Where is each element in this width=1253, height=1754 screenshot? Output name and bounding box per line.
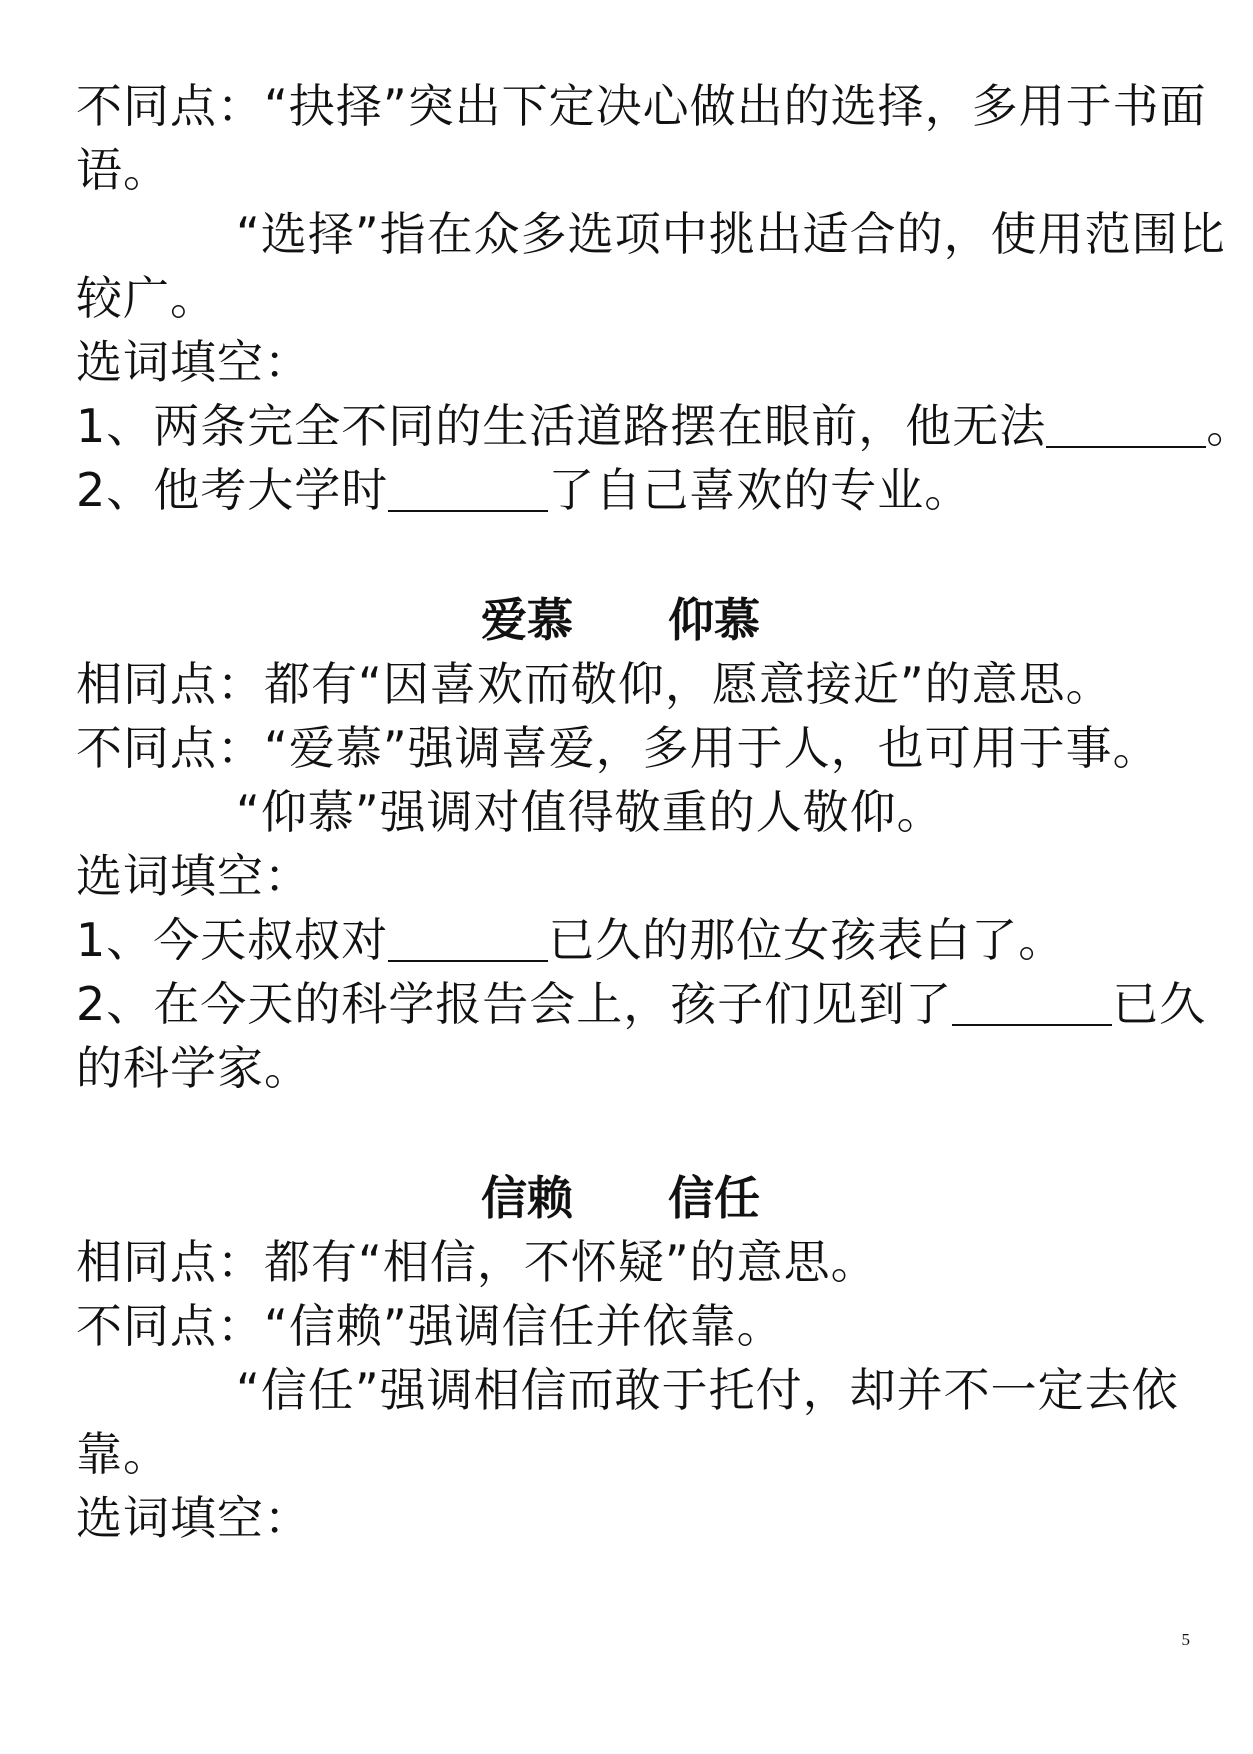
answer-blank[interactable]	[952, 980, 1112, 1026]
s2-same: 相同点：都有“因喜欢而敬仰，愿意接近”的意思。	[76, 657, 1113, 711]
s3-word1: 信赖	[481, 1171, 573, 1225]
s1-question-2	[76, 460, 1166, 520]
s3-heading	[0, 1168, 1241, 1228]
s3-word2: 信任	[668, 1171, 760, 1225]
answer-blank[interactable]	[388, 466, 548, 512]
s3-diff-line2: “信任”强调相信而敢于托付，却并不一定去依	[236, 1363, 1179, 1417]
s2-word1: 爱慕	[481, 593, 573, 647]
s2-diff-line1: 不同点：“爱慕”强调喜爱，多用于人，也可用于事。	[76, 721, 1160, 775]
s3-diff-line1: 不同点：“信赖”强调信任并依靠。	[76, 1299, 784, 1353]
s1-diff-line2-cont: 较广。	[76, 271, 217, 325]
s2-question-1	[76, 910, 1166, 970]
s1-diff-line1: 不同点：“抉择”突出下定决心做出的选择，多用于书面	[76, 79, 1207, 133]
s2-q1-text-before: 1、今天叔叔对	[76, 913, 389, 967]
s2-question-2	[76, 974, 1207, 1034]
s2-q2-text-after: 已久	[1112, 977, 1207, 1031]
s1-q2-text-before: 2、他考大学时	[76, 463, 389, 517]
s3-fill-label: 选词填空：	[76, 1491, 311, 1545]
s1-q2-text-after: 了自己喜欢的专业。	[548, 463, 972, 517]
s1-q1-text-before: 1、两条完全不同的生活道路摆在眼前，他无法	[76, 399, 1047, 453]
s3-diff-line2-cont: 靠。	[76, 1427, 170, 1481]
s1-question-1	[76, 396, 1253, 456]
s2-heading	[0, 590, 1241, 650]
s1-diff-line1-cont: 语。	[76, 143, 170, 197]
s2-diff-line2: “仰慕”强调对值得敬重的人敬仰。	[236, 785, 944, 839]
answer-blank[interactable]	[388, 916, 548, 962]
page-number: 5	[1181, 1630, 1190, 1649]
s1-diff-line2: “选择”指在众多选项中挑出适合的，使用范围比	[236, 207, 1226, 261]
s1-q1-text-after: 。	[1206, 399, 1253, 453]
s2-q1-text-after: 已久的那位女孩表白了。	[548, 913, 1066, 967]
answer-blank[interactable]	[1046, 402, 1206, 448]
s2-q2-text-before: 2、在今天的科学报告会上，孩子们见到了	[76, 977, 953, 1031]
s1-fill-label: 选词填空：	[76, 335, 311, 389]
s2-fill-label: 选词填空：	[76, 849, 311, 903]
s3-same: 相同点：都有“相信，不怀疑”的意思。	[76, 1235, 878, 1289]
s2-question-2-cont: 的科学家。	[76, 1041, 311, 1095]
s2-word2: 仰慕	[668, 593, 760, 647]
